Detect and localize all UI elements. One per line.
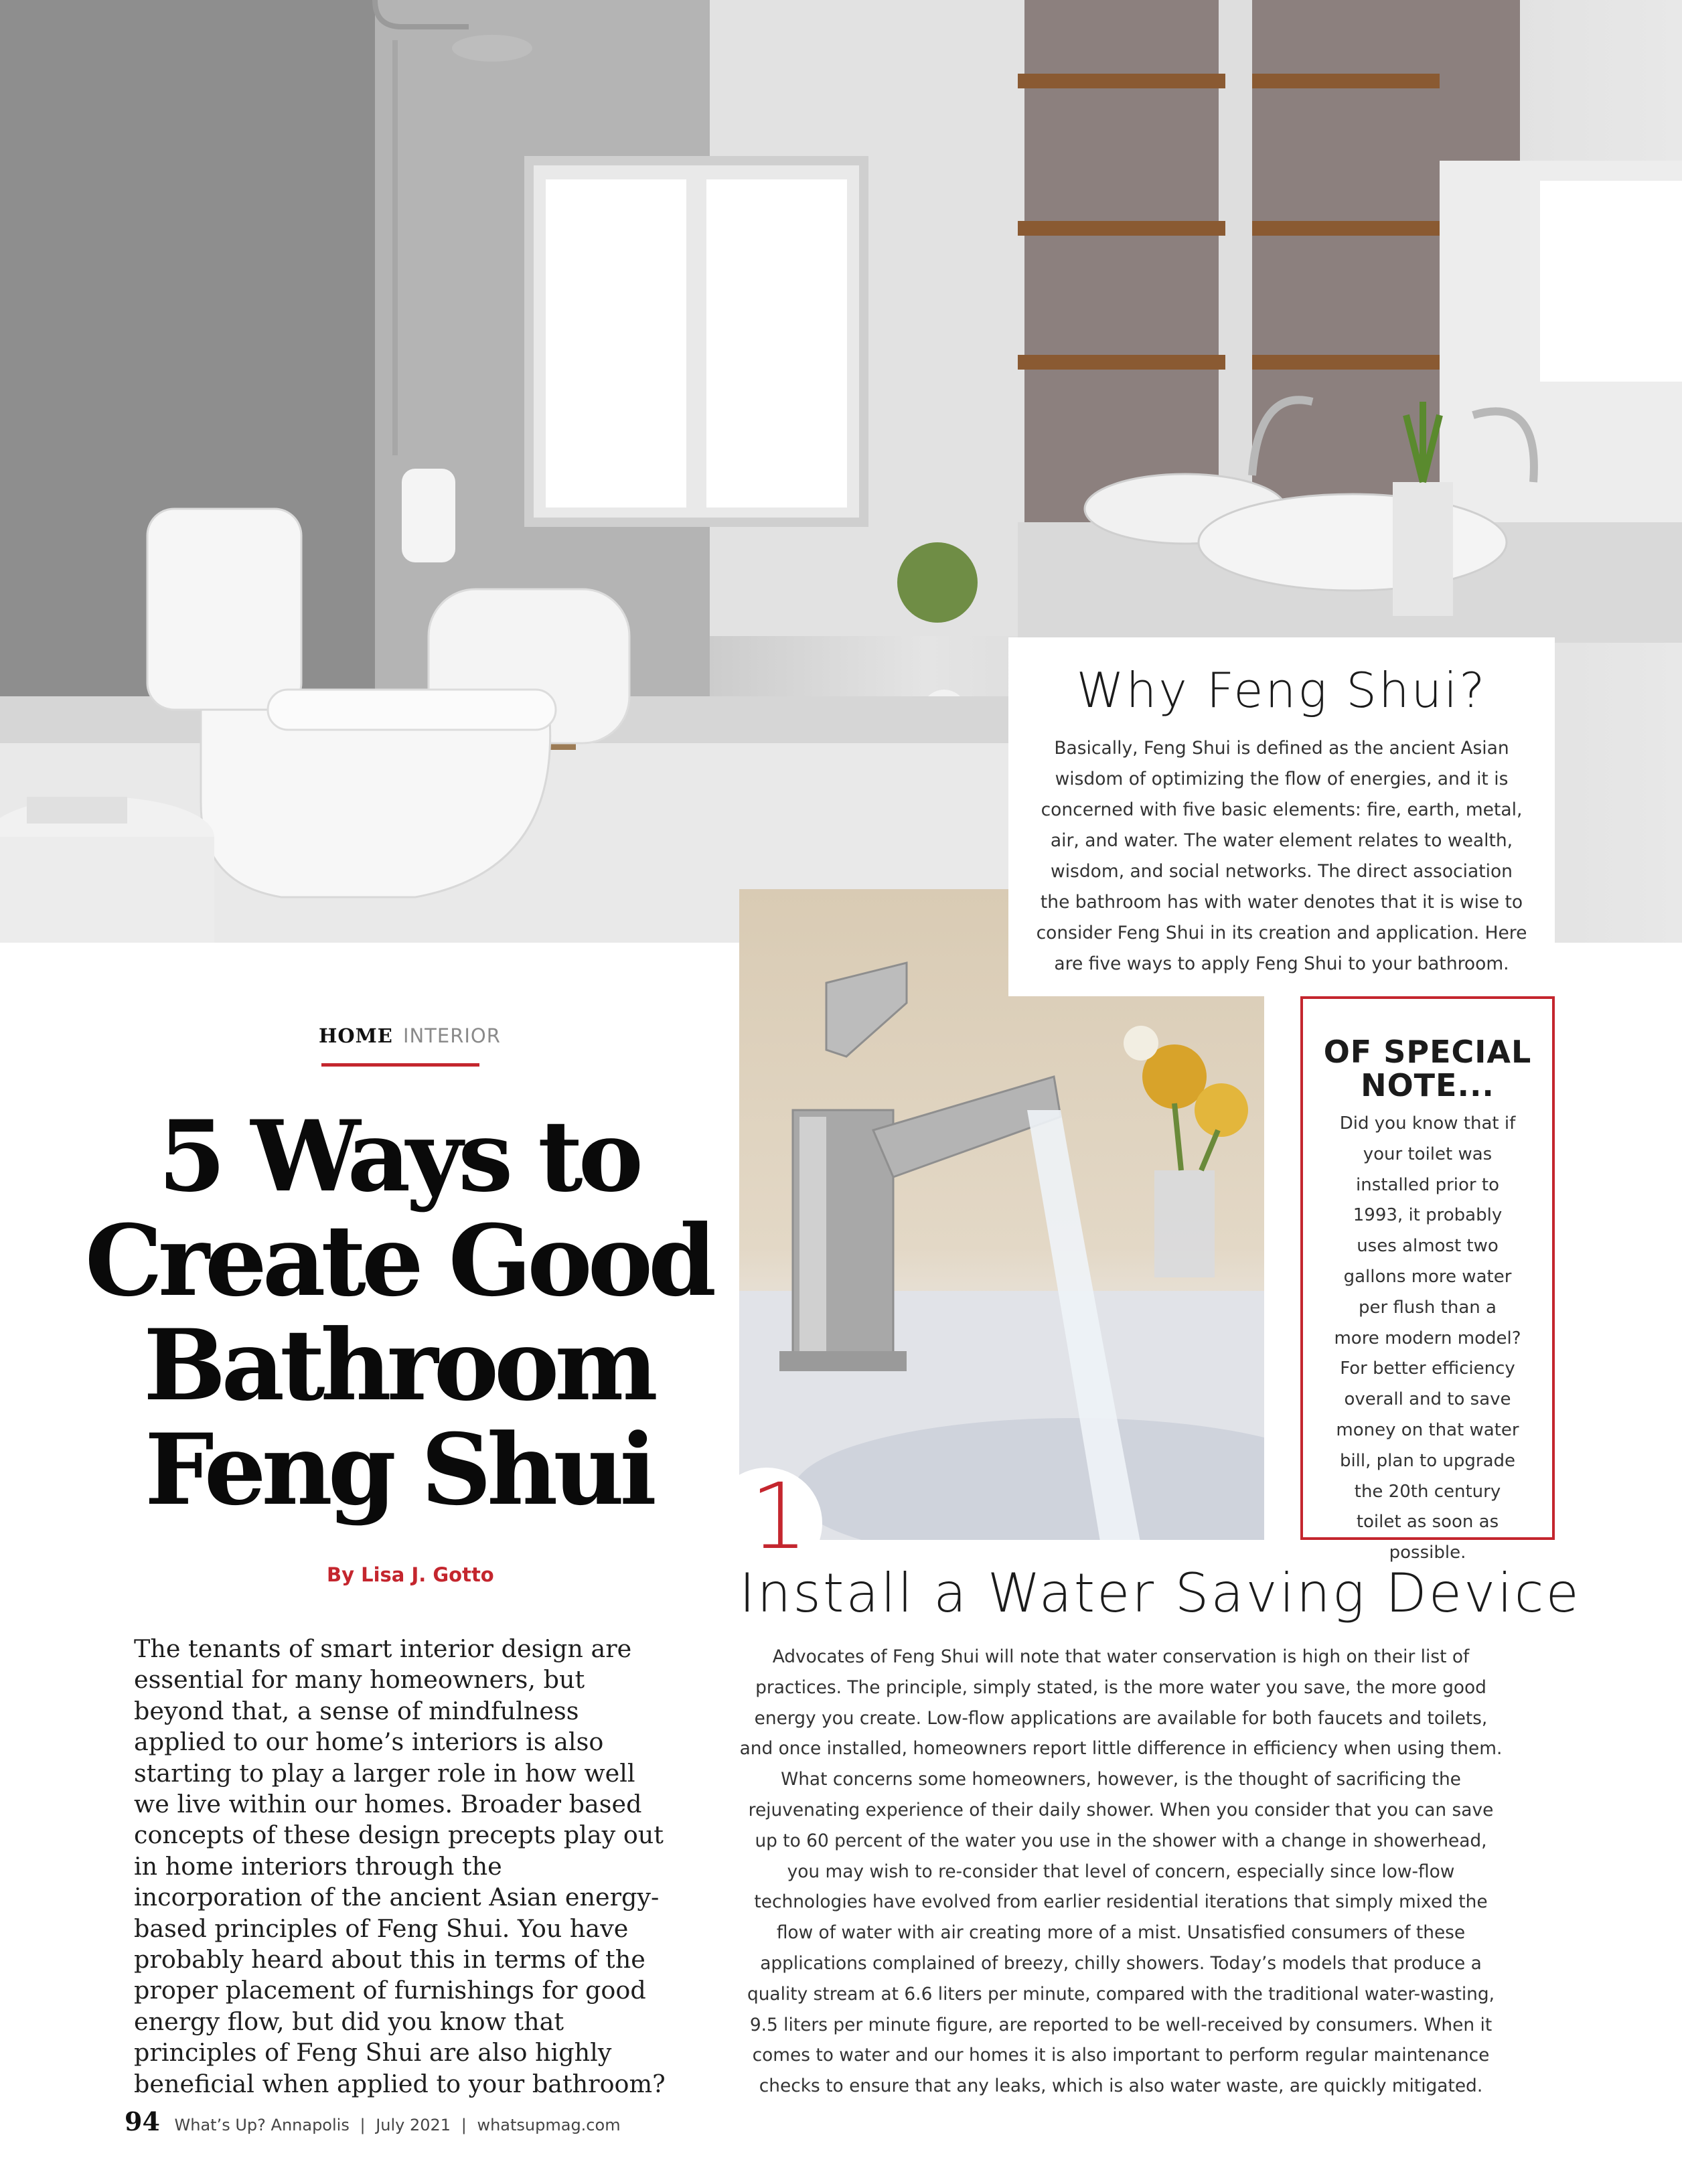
toilet-lid — [268, 690, 556, 730]
flower-yellow-2 — [1195, 1083, 1248, 1137]
page-footer — [125, 2106, 621, 2136]
article-intro: The tenants of smart interior design are essential for many homeowners, but beyond that, a sense of mindfulness applied to our home’s interiors is also starting to play a larger role in how well we live within our homes. Broader based concepts of these design precepts play out in home interiors through the incorporation of the ancient Asian energy-based principles of Feng Shui. You have probably heard about this in terms of the proper placement of furnishings for good energy flow, but did you know that principles of Feng Shui are also highly beneficial when applied to your bathroom? — [134, 1634, 666, 2098]
footer-separator-2: | — [461, 2116, 467, 2134]
section-label-primary: HOME — [319, 1024, 393, 1047]
plant-foliage-left — [897, 542, 978, 623]
toilet-tank — [147, 509, 301, 710]
why-feng-shui-box — [1008, 637, 1555, 996]
website-link[interactable]: whatsupmag.com — [477, 2116, 621, 2134]
tip-title: Install a Water Saving Device — [739, 1562, 1581, 1624]
plant-pot-right — [1393, 482, 1453, 616]
tip-body: Advocates of Feng Shui will note that water conservation is high on their list of practices. The principle, simply stated, is the more water you save, the more good energy you create. Low-flow applications are available for both faucets and toilets, and once installed, homeowners report little difference in efficiency when using them. What concerns some homeowners, however, is the thought of sacrificing the rejuvenating experience of their daily shower. When you consider that you can save up to 60 percent of the water you use in the shower with a change in showerhead, you may wish to re-consider that level of concern, especially since low-flow technologies have evolved from earlier residential iterations that simply mixed the flow of water with air creating more of a mist. Unsatisfied consumers of these applications complained of breezy, chilly showers. Today’s models that produce a quality stream at 6.6 liters per minute, compared with the traditional water-wasting, 9.5 liters per minute figure, are reported to be well-received by consumers. When it comes to water and our homes it is also important to perform regular maintenance checks to ensure that any leaks, which is also water waste, are quickly mitigated. — [739, 1646, 1503, 2097]
faucet-highlight — [799, 1117, 826, 1351]
article-headline: 5 Ways to Create Good Bathroom Feng Shui — [84, 1099, 712, 1527]
special-note-title: OF SPECIAL NOTE... — [1323, 1034, 1532, 1103]
flower-vase — [1154, 1170, 1215, 1277]
why-feng-shui-body: Basically, Feng Shui is defined as the ancient Asian wisdom of optimizing the flow of energies, and it is concerned with five basic elements: fire, earth, metal, air, and water. The water element relates to wealth, wisdom, and social networks. The direct association the bathroom has with water denotes that it is wise to consider Feng Shui in its creation and application. Here are five ways to apply Feng Shui to your bathroom. — [1036, 738, 1527, 975]
article-byline: By Lisa J. Gotto — [327, 1563, 494, 1586]
footer-separator: | — [360, 2116, 366, 2134]
shower-head — [452, 35, 532, 62]
faucet-base — [779, 1351, 907, 1371]
side-table-cloth — [0, 837, 214, 943]
shelf-6 — [1252, 355, 1440, 370]
shelf-5 — [1018, 355, 1225, 370]
faucet-handle — [826, 963, 907, 1057]
page-number: 94 — [125, 2106, 160, 2136]
shelf-2 — [1252, 74, 1440, 88]
why-feng-shui-title: Why Feng Shui? — [1076, 662, 1487, 718]
publication-name: What’s Up? Annapolis — [174, 2116, 350, 2134]
shelf-4 — [1252, 221, 1440, 236]
issue-date: July 2021 — [376, 2116, 451, 2134]
section-label-rule — [321, 1063, 479, 1067]
folded-towel — [27, 797, 127, 824]
special-note-body: Did you know that if your toilet was installed prior to 1993, it probably uses almost two gallons more water per flush than a more modern model? For better efficiency overall and to save money on that water bill, plan to upgrade the 20th century toilet as soon as possible. — [1334, 1113, 1521, 1563]
sink-right — [1199, 494, 1507, 591]
window-pane-left — [546, 179, 686, 508]
bidet-tank — [402, 469, 455, 562]
shelf-3 — [1018, 221, 1225, 236]
flower-white — [1124, 1026, 1158, 1061]
shelf-1 — [1018, 74, 1225, 88]
section-label — [319, 1024, 501, 1048]
mirror-window — [1540, 181, 1682, 382]
tip-number: 1 — [750, 1464, 808, 1570]
special-note-box — [1300, 996, 1555, 1563]
shower-riser — [392, 40, 398, 455]
section-label-secondary: INTERIOR — [402, 1024, 501, 1047]
window-pane-right — [706, 179, 847, 508]
